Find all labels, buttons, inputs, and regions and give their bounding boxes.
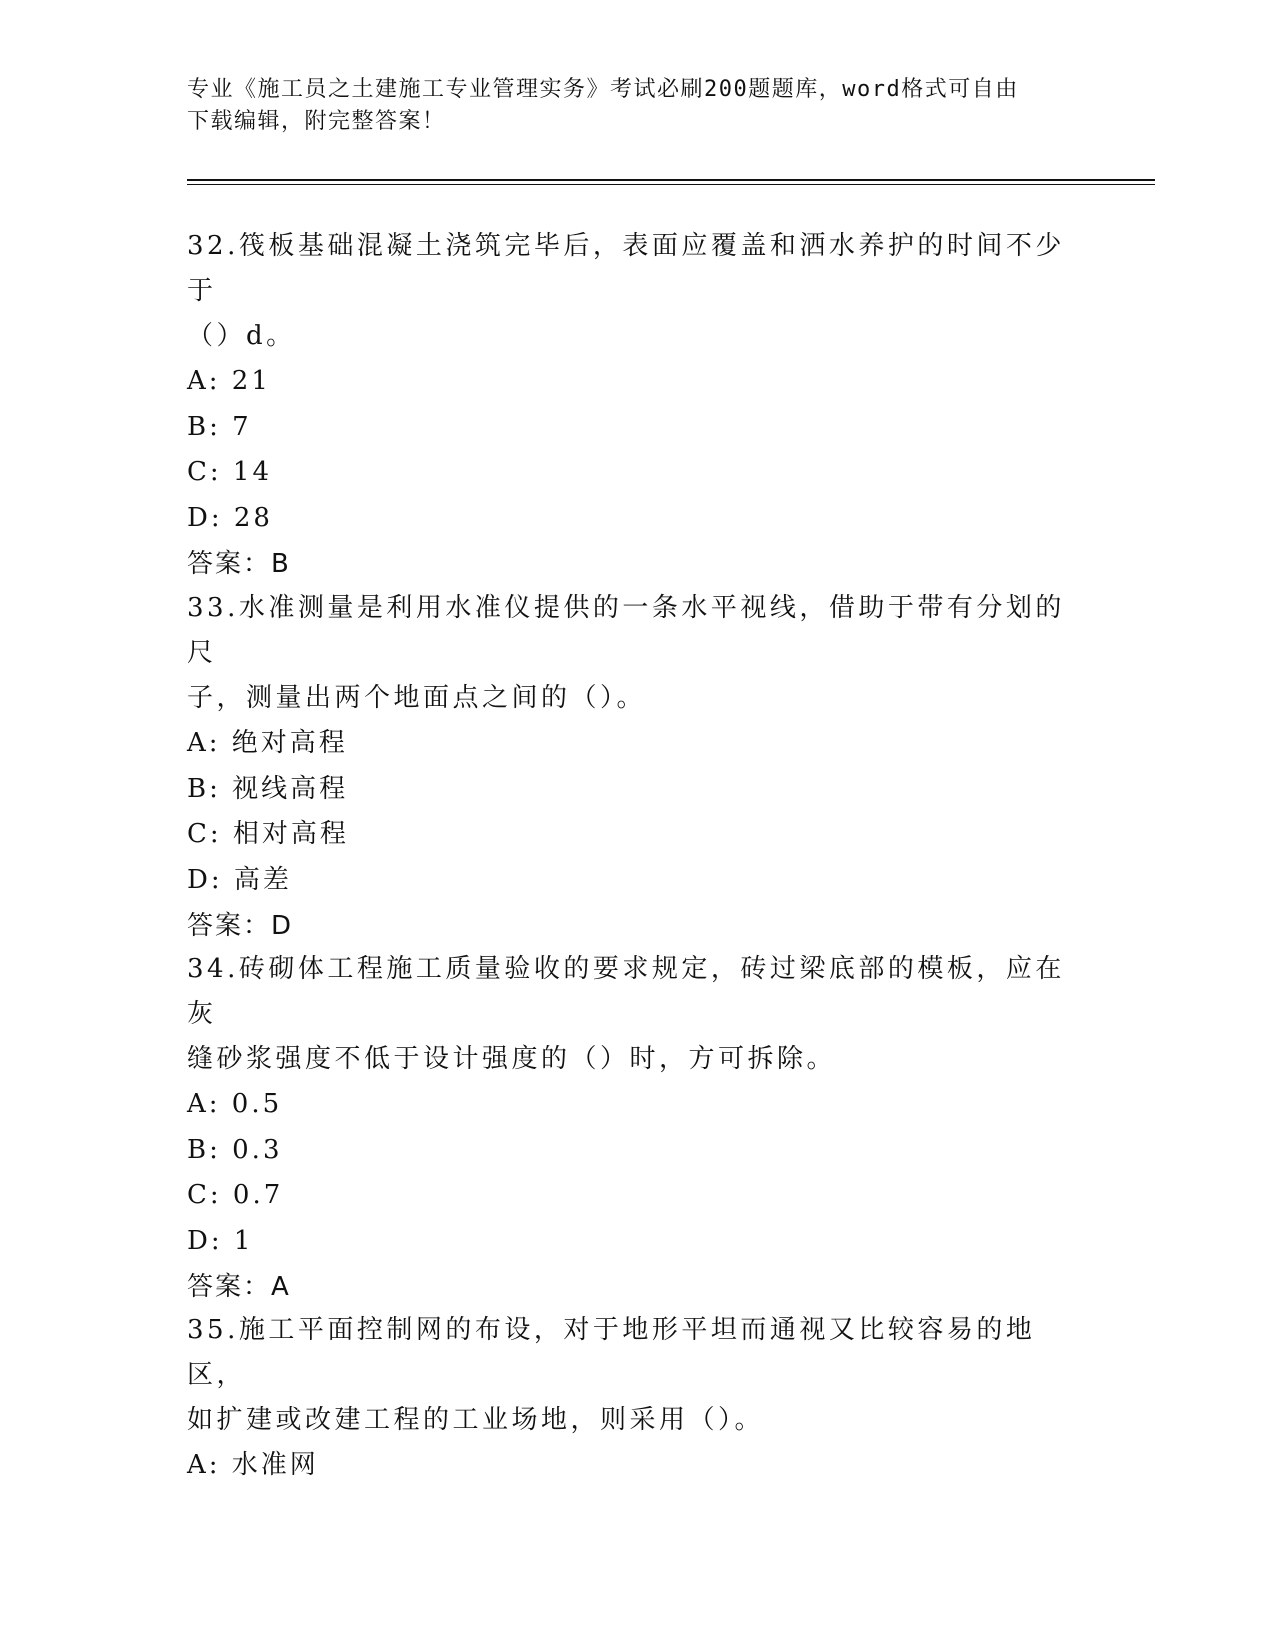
question-34 xyxy=(187,947,1077,1310)
answer: 答案：D xyxy=(187,911,294,941)
option-a: A: 水准网 xyxy=(187,1450,319,1480)
answer: 答案：B xyxy=(187,549,291,579)
option-a: A: 绝对高程 xyxy=(187,728,348,758)
option-c: C: 相对高程 xyxy=(187,819,349,849)
header-divider-thick xyxy=(187,179,1155,181)
option-a: A: 21 xyxy=(187,366,271,396)
option-a: A: 0.5 xyxy=(187,1089,283,1119)
question-stem: 34.砖砌体工程施工质量验收的要求规定，砖过梁底部的模板，应在灰 缝砂浆强度不低于设计强度的（）时，方可拆除。 xyxy=(187,954,1065,1074)
option-b: B: 0.3 xyxy=(187,1134,283,1165)
option-d: D: 1 xyxy=(187,1225,254,1256)
question-32 xyxy=(187,224,1077,587)
option-d: D: 高差 xyxy=(187,864,292,895)
answer: 答案：A xyxy=(187,1272,291,1302)
header-divider-thin xyxy=(187,184,1155,185)
question-stem: 33.水准测量是利用水准仪提供的一条水平视线，借助于带有分划的尺 子，测量出两个地面点之间的（）。 xyxy=(187,593,1065,713)
header-line-2: 下载编辑，附完整答案！ xyxy=(187,109,446,134)
question-35 xyxy=(187,1308,1077,1489)
question-stem: 32.筏板基础混凝土浇筑完毕后，表面应覆盖和洒水养护的时间不少于 （）d。 xyxy=(187,231,1065,351)
option-b: B: 视线高程 xyxy=(187,773,349,804)
question-33 xyxy=(187,586,1077,949)
document-header xyxy=(187,74,1087,138)
option-b: B: 7 xyxy=(187,411,252,442)
question-stem: 35.施工平面控制网的布设，对于地形平坦而通视又比较容易的地区， 如扩建或改建工程的工业场地，则采用（）。 xyxy=(187,1315,1036,1435)
option-d: D: 28 xyxy=(187,502,273,533)
option-c: C: 0.7 xyxy=(187,1180,284,1210)
header-line-1: 专业《施工员之土建施工专业管理实务》考试必刷200题题库，word格式可自由 xyxy=(187,77,1019,102)
option-c: C: 14 xyxy=(187,457,273,487)
